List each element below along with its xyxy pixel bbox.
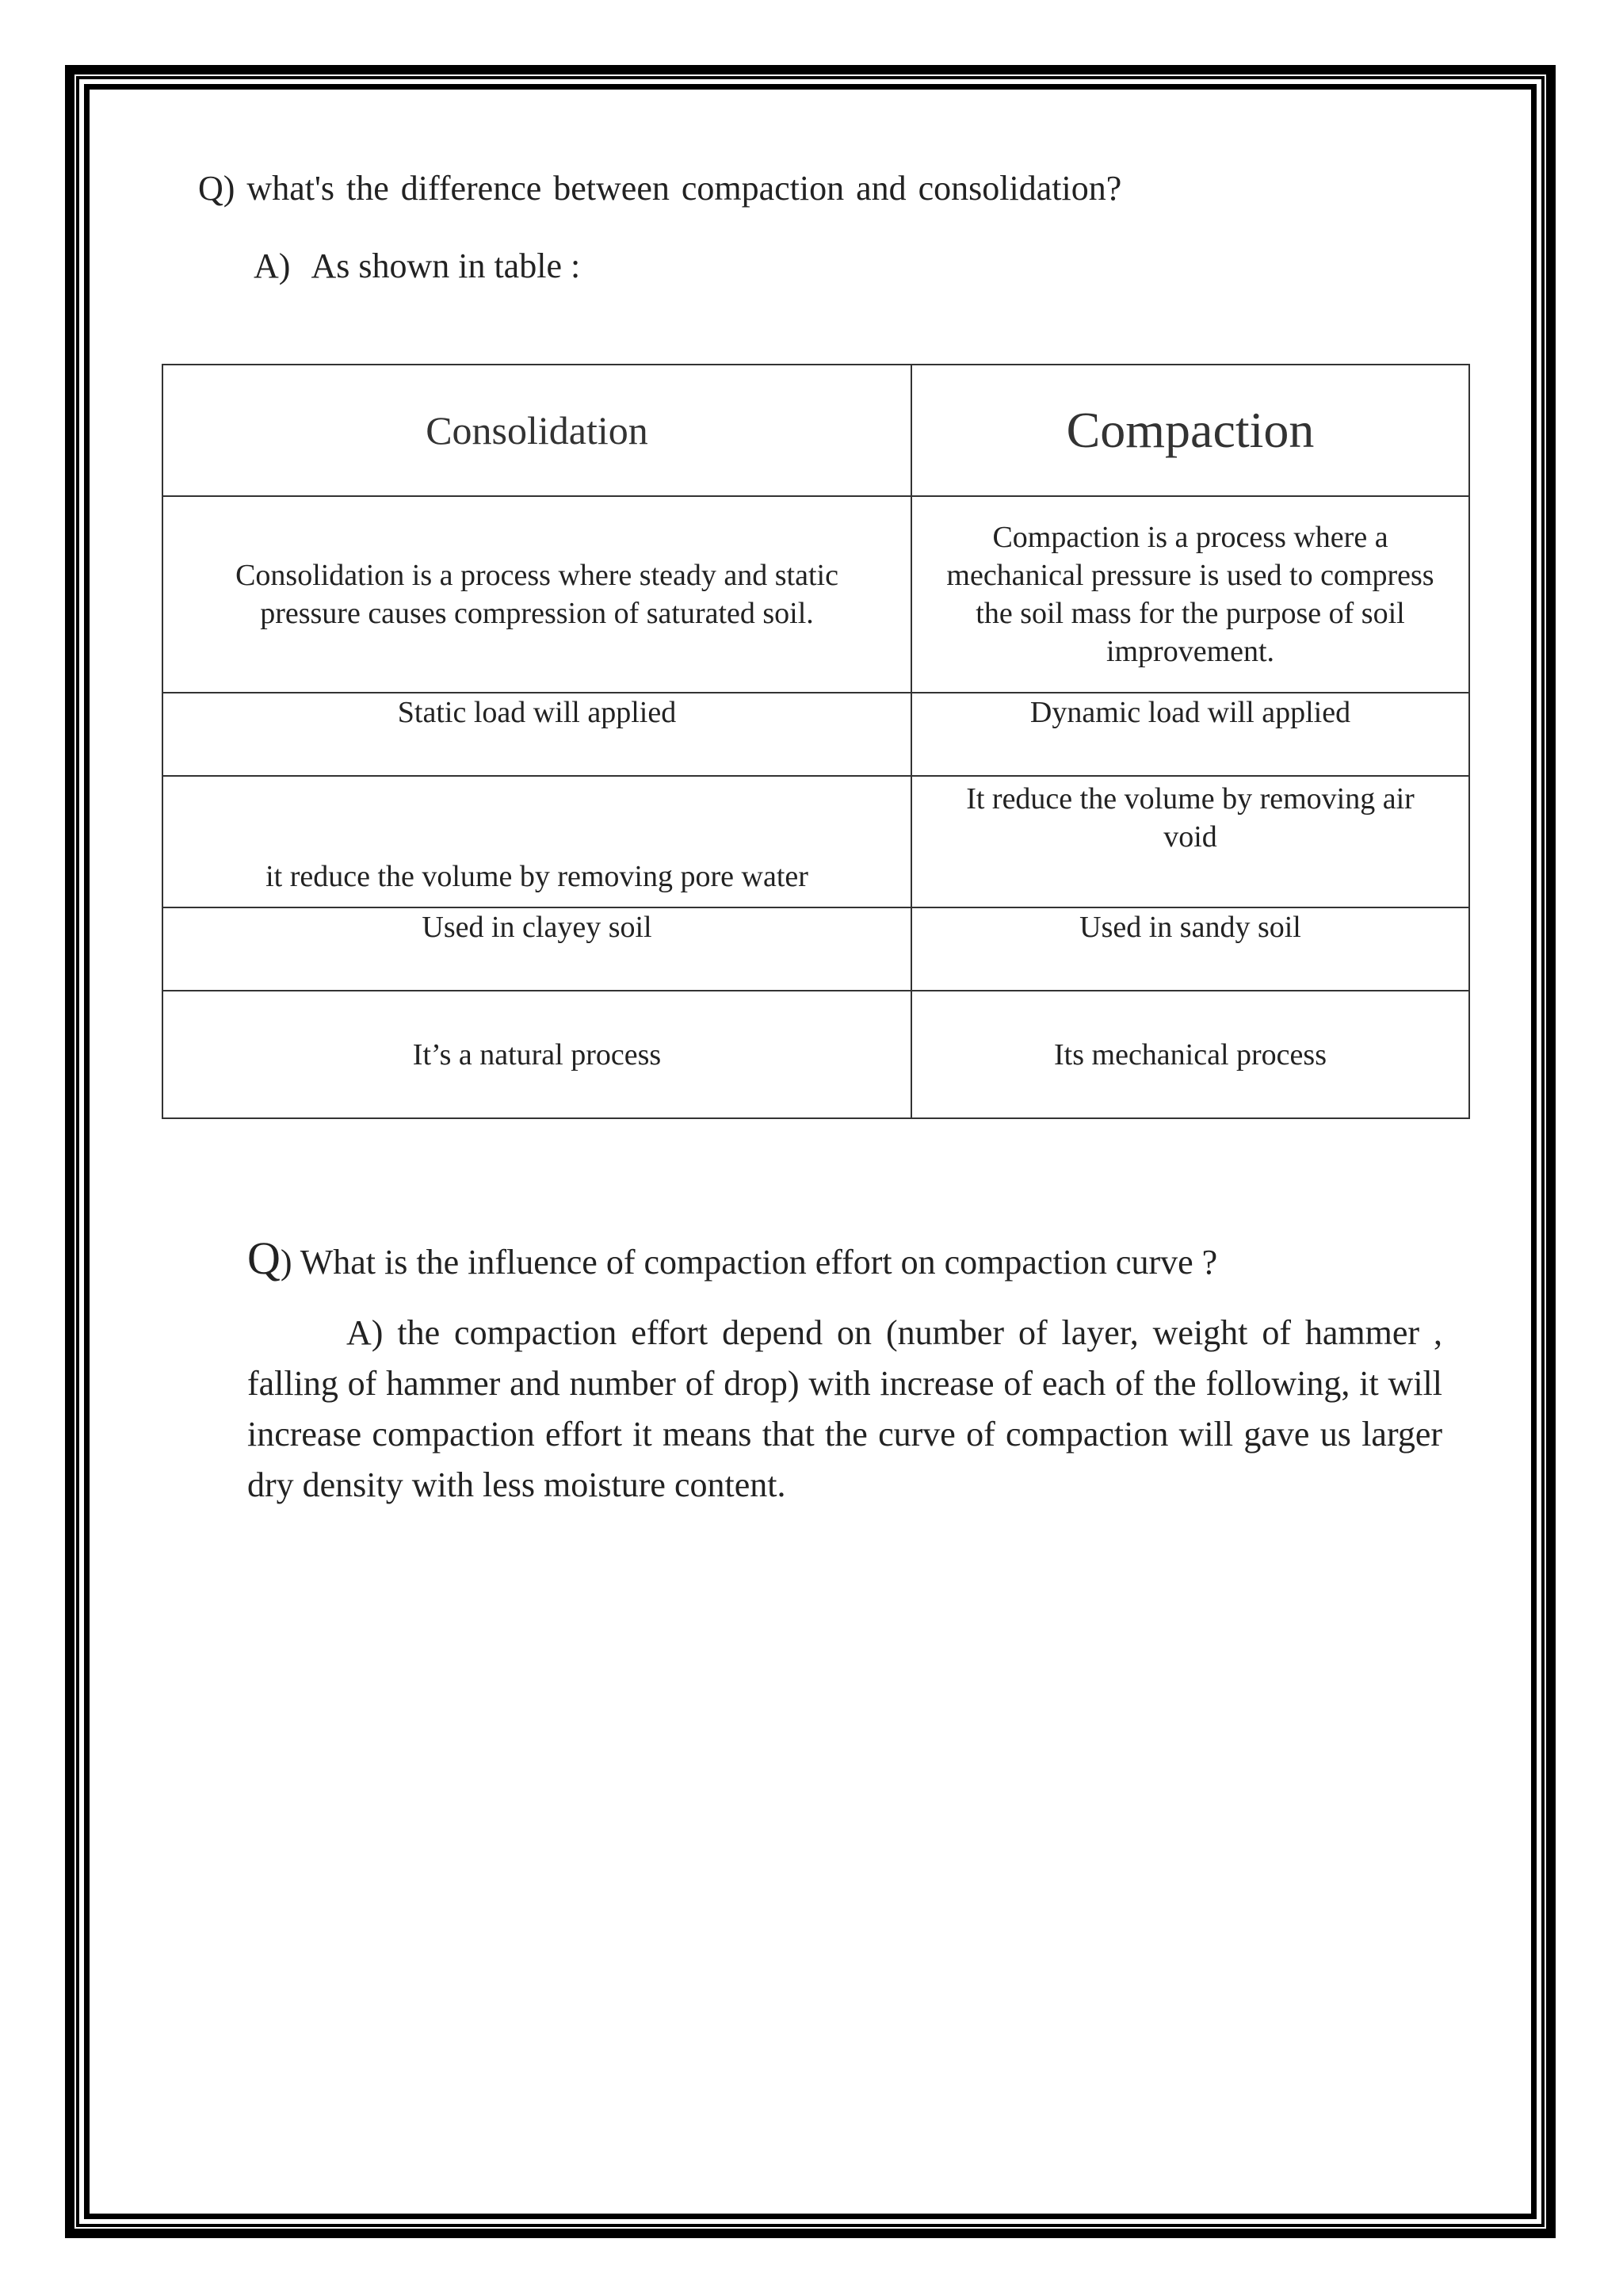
table-row (162, 991, 1469, 1118)
table-cell: It’s a natural process (162, 991, 911, 1118)
table-row (162, 693, 1469, 776)
question-2-text: ) What is the influence of compaction effort on compaction curve ? (280, 1243, 1218, 1282)
table-cell: It reduce the volume by removing air void (911, 776, 1469, 907)
header-compaction: Compaction (911, 365, 1469, 496)
table-cell: Consolidation is a process where steady and static pressure causes compression of saturated soil. (162, 496, 911, 693)
table-row (162, 496, 1469, 693)
header-consolidation: Consolidation (162, 365, 911, 496)
question-2 (247, 1232, 1217, 1285)
answer-2-text: A) the compaction effort depend on (number of layer, weight of hammer , falling of hammer and number of drop) with increase of each of the following, it will increase compaction effort it means that the curve of compaction will gave us larger dry density with less moisture content. (247, 1313, 1442, 1504)
answer-1-prefix: A) (254, 246, 291, 285)
table-cell: Dynamic load will applied (911, 693, 1469, 776)
table-row (162, 776, 1469, 907)
table-cell: it reduce the volume by removing pore water (162, 776, 911, 907)
table-header-row (162, 365, 1469, 496)
answer-1 (254, 246, 580, 286)
question-2-prefix: Q (247, 1232, 281, 1284)
table-row (162, 907, 1469, 991)
question-1: Q) what's the difference between compaction and consolidation? (198, 169, 1122, 208)
comparison-table (162, 364, 1470, 1119)
table-cell: Compaction is a process where a mechanical pressure is used to compress the soil mass for the purpose of soil improvement. (911, 496, 1469, 693)
table-cell: Its mechanical process (911, 991, 1469, 1118)
table-cell: Used in clayey soil (162, 907, 911, 991)
answer-2 (247, 1308, 1442, 1511)
answer-1-text: As shown in table : (311, 246, 581, 285)
table-cell: Used in sandy soil (911, 907, 1469, 991)
table-cell: Static load will applied (162, 693, 911, 776)
